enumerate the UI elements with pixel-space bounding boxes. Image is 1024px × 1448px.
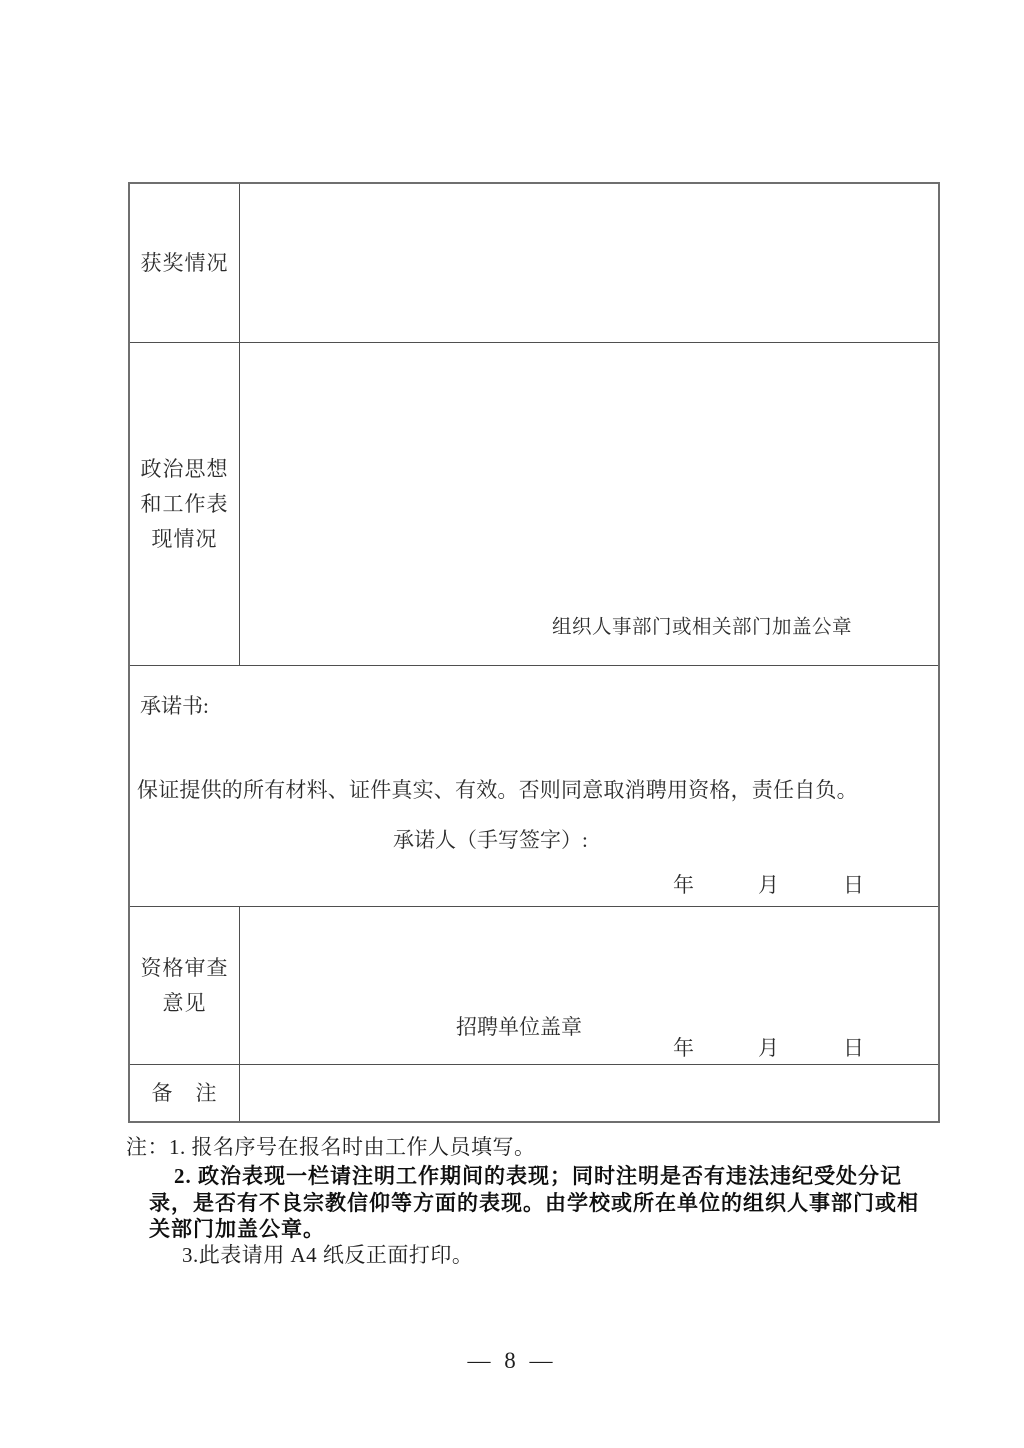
commitment-date-day: 日 (843, 873, 864, 897)
qualification-label-line2: 意见 (162, 990, 207, 1015)
political-stamp-note: 组织人事部门或相关部门加盖公章 (552, 617, 853, 638)
commitment-date-line (130, 869, 938, 899)
commitment-cell (130, 666, 938, 907)
qualification-date-month: 月 (758, 1036, 779, 1060)
footnote-1: 注：1. 报名序号在报名时由工作人员填写。 (126, 1135, 536, 1159)
remarks-content-cell (240, 1065, 938, 1121)
qualification-label-cell (130, 907, 240, 1065)
application-form-table (128, 182, 940, 1123)
political-label-line2: 和工作表 (140, 491, 229, 516)
commitment-date-month: 月 (758, 873, 779, 897)
political-label-cell (130, 343, 240, 666)
qualification-date-line (240, 1032, 938, 1062)
political-label-line3: 现情况 (151, 526, 218, 551)
political-label-line1: 政治思想 (140, 456, 229, 481)
commitment-body: 保证提供的所有材料、证件真实、有效。否则同意取消聘用资格，责任自负。 (137, 778, 858, 802)
remarks-label: 备 注 (151, 1080, 218, 1105)
qualification-date-day: 日 (843, 1036, 864, 1060)
footnote-2-line2: 录，是否有不良宗教信仰等方面的表现。由学校或所在单位的组织人事部门或相 (149, 1191, 919, 1215)
awards-content-cell (240, 184, 938, 343)
remarks-label-cell (130, 1065, 240, 1121)
footnote-2-line1: 2. 政治表现一栏请注明工作期间的表现；同时注明是否有违法违纪受处分记 (174, 1164, 902, 1188)
awards-label-cell (130, 184, 240, 343)
political-content-cell (240, 343, 938, 666)
qualification-stamp-label: 招聘单位盖章 (456, 1015, 582, 1039)
awards-label: 获奖情况 (140, 250, 229, 275)
page-number: — 8 — (467, 1348, 557, 1373)
commitment-signer-label: 承诺人（手写签字）: (393, 828, 588, 852)
qualification-content-cell (240, 907, 938, 1065)
qualification-date-year: 年 (673, 1036, 694, 1060)
footnote-2-line3: 关部门加盖公章。 (149, 1217, 325, 1241)
footnote-3: 3.此表请用 A4 纸反正面打印。 (182, 1243, 474, 1267)
qualification-label-line1: 资格审查 (140, 955, 229, 980)
commitment-title: 承诺书: (140, 694, 209, 718)
commitment-date-year: 年 (673, 873, 694, 897)
